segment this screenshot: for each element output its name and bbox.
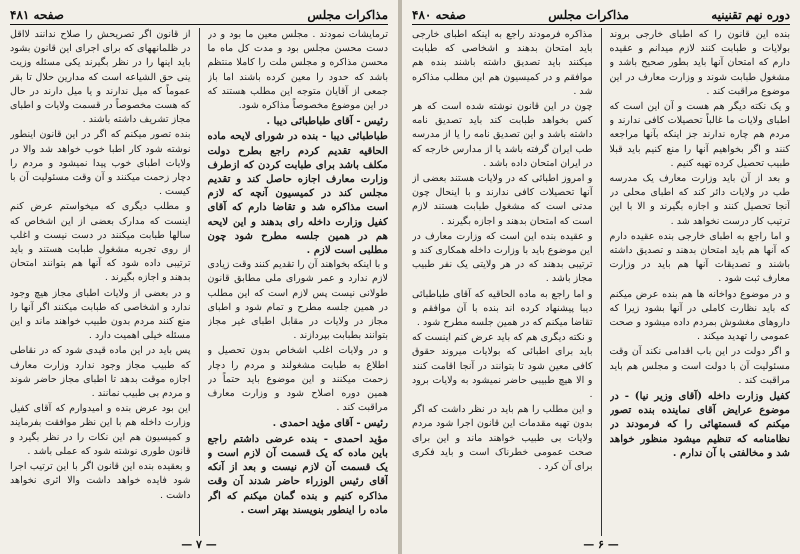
right-page-left-column bbox=[412, 28, 593, 536]
paragraph: و یک نکته دیگر هم هست و آن این است که اطبای ولایات ما غالباً تحصیلات کافی ندارند و مردم هم چاره ندارند جز اینکه بآنها مراجعه کنند و اگر بخواهیم آنها را منع کنیم باید قبلا طبیب تحصیل کرده تهیه کنیم . bbox=[609, 101, 790, 169]
right-page-columns bbox=[412, 28, 790, 536]
paragraph: مذاکره فرمودند راجع به اینکه اطبای خارجی باید امتحان بدهند و اشخاصی که طبابت میکنند باید تصدیق داشته باشند بنده هم موافقم و در کمیسیون هم این مطلب مذاکره شد . bbox=[412, 29, 593, 97]
paragraph: و این مطلب را هم باید در نظر داشت که اگر بدون تهیه مقدمات این قانون اجرا شود مردم ولایات بی طبیب خواهند ماند و این برای صحت عمومی خطرناک است و باید فکری برای آن کرد . bbox=[412, 404, 593, 473]
paragraph: و در ولایات اغلب اشخاص بدون تحصیل و اطلاع به طبابت مشغولند و مردم را دچار زحمت میکنند و این موضوع باید حتماً در همین دوره اصلاح شود و وزارت معارف مراقبت کند . bbox=[207, 345, 388, 414]
paragraph: بنده این قانون را که اطبای خارجی بروند بولایات و طبابت کنند لازم میدانم و عقیده دارم که امتحان آنها باید بطور صحیح باشد و مشغول طبابت شوند و وزارت معارف در این موضوع مراقبت کند . bbox=[609, 29, 790, 97]
right-header-title: مذاکرات مجلس bbox=[548, 8, 629, 22]
paragraph: و مطلب دیگری که میخواستم عرض کنم اینست که مدارک بعضی از این اشخاص که سالها طبابت میکنند در دست نیست و اغلب از روی تجربه مشغول طبابت هستند و باید ترتیبی داده شود که آنها هم بتوانند امتحان بدهند و اجازه بگیرند . bbox=[10, 201, 191, 284]
paragraph: رئیس - آقای طباطبائی دیبا . bbox=[266, 115, 388, 128]
right-page-number: ۶ bbox=[598, 538, 604, 551]
left-page-header bbox=[10, 6, 388, 25]
right-page-footer: — ۶ — bbox=[583, 538, 619, 551]
paragraph: و امروز اطبائی که در ولایات هستند بعضی از آنها تحصیلات کافی ندارند و با اینحال چون مدتی است که مشغول طبابت هستند لازم است که امتحان بدهند و اجازه بگیرند . bbox=[412, 173, 593, 227]
right-header-page-number: صفحه ۴۸۰ bbox=[412, 8, 466, 22]
right-page-right-column bbox=[610, 28, 791, 536]
left-header-page-number: صفحه ۴۸۱ bbox=[10, 8, 64, 22]
left-page-footer: — ۷ — bbox=[181, 538, 217, 551]
right-page bbox=[402, 0, 800, 554]
left-page-columns bbox=[10, 28, 388, 536]
paragraph: و عقیده بنده این است که وزارت معارف در این موضوع باید با وزارت داخله همکاری کند و ترتیبی بدهند که در هر ولایتی یک نفر طبیب مجاز باشد . bbox=[412, 230, 593, 285]
paragraph: و بعد از آن باید وزارت معارف یک مدرسه طب در ولایات دائر کند که اطبای محلی در آنجا تحصیل کنند و اجازه بگیرند و الا با این ترتیب کار درست نخواهد شد . bbox=[609, 173, 790, 227]
paragraph: رئیس - آقای مؤید احمدی . bbox=[272, 417, 388, 430]
left-header-title: مذاکرات مجلس bbox=[307, 8, 388, 22]
paragraph: و با اینکه بخواهند آن را تقدیم کنند وقت زیادی لازم ندارد و عمر شورای ملی مطابق قانون طولانی نیست پس لازم است که این مطلب در همین جلسه مطرح و تمام شود و اطبای مجاز در ولایات در مقابل اطبای غیر مجاز بتوانند بطبابت بپردازند . bbox=[207, 259, 388, 342]
paragraph: از قانون اگر تصریحش را صلاح ندانند لااقل در ظلمانههای که برای اجرای این قانون بشود باید اینها را در نظر بگیرند یکی مسئله وزیت ینی حق الشیاعه است که مدارین حلال تا بقر عموماً که میل ندارند و یا میل دارند در حال که هست مخصوصاً در قسمت ولایات و اطبای مجاز تشریف داشته باشند . bbox=[10, 29, 191, 126]
paragraph: و اما راجع به اطبای خارجی بنده عقیده دارم که آنها هم باید امتحان بدهند و تصدیق داشته باشند و تصدیقات آنها هم باید در وزارت معارف ثبت شود . bbox=[609, 230, 790, 285]
paragraph: کفیل وزارت داخله (آقای وزیر نیا) - در موضوع عرایض آقای نماینده بنده تصور میکنم که قسمتهائی را که فرمودند در نظامنامه که تنظیم میشود منظور خواهد شد و مخالفتی با آن ندارم . bbox=[609, 390, 790, 459]
paragraph: پس باید در این ماده قیدی شود که در نقاطی که طبیب مجاز وجود ندارد وزارت معارف اجازه موقت بدهد تا اطبای مجاز حاضر شوند و مردم بی طبیب نمانند . bbox=[10, 345, 191, 400]
paragraph: این بود عرض بنده و امیدوارم که آقای کفیل وزارت داخله هم با این نظر موافقت بفرمایند و کمیسیون هم این نکات را در نظر بگیرد و قانون طوری نوشته شود که عملی باشد . bbox=[10, 403, 191, 457]
paragraph: و در بعضی از ولایات اطبای مجاز هیچ وجود ندارد و اشخاصی که طبابت میکنند اگر آنها را منع کنند مردم بدون طبیب خواهند ماند و این مسئله خیلی اهمیت دارد . bbox=[10, 287, 191, 342]
column-divider bbox=[601, 28, 602, 536]
left-page-right-column bbox=[208, 28, 389, 536]
left-page-left-column bbox=[10, 28, 191, 536]
paragraph: طباطبائی دیبا - بنده در شورای لایحه ماده الحاقیه تقدیم کردم راجع بطرح دولت مکلف باشد برای طبابت کردن که ازطرف وزارت معارف اجازه حاصل کند و تقدیم مجلس کند در کمیسیون آنچه که لازم است مذاکره شد و تقاضا دارم که آقای کفیل وزارت داخله رای بدهند و این لایحه هم در همین جلسه مطرح شود چون مطلبی است لازم . bbox=[207, 130, 388, 257]
paragraph: بنده تصور میکنم که اگر در این قانون اینطور نوشته شود کار اطبا خوب خواهد شد والا در ولایات اطبای خوب پیدا نمیشود و مردم را دچار زحمت میکنند و آن وقت مسئولیت آن با کیست . bbox=[10, 129, 191, 198]
column-divider bbox=[199, 28, 200, 536]
paragraph: و در موضوع دواخانه ها هم بنده عرض میکنم که باید نظارت کاملی در آنها بشود زیرا که داروهای مغشوش بمردم داده میشود و صحت عمومی را تهدید میکند . bbox=[609, 288, 790, 343]
paragraph: چون در این قانون نوشته شده است که هر کس بخواهد طبابت کند باید تصدیق نامه داشته باشد و این تصدیق نامه را یا از مدرسه طب ایران گرفته باشد یا از مدارس خارجه که در ایران امتحان داده باشد . bbox=[412, 101, 593, 169]
left-page bbox=[0, 0, 398, 554]
paragraph: و اگر دولت در این باب اقدامی نکند آن وقت مسئولیت آن با دولت است و مجلس هم باید مراقبت کند . bbox=[609, 346, 790, 386]
paragraph: و نکته دیگری هم که باید عرض کنم اینست که باید برای اطبائی که بولایات میروند حقوق کافی معین شود تا بتوانند در آنجا اقامت کنند و الا هیچ طبیبی حاضر نمیشود به ولایات برود . bbox=[412, 332, 593, 401]
paragraph: و اما راجع به ماده الحاقیه که آقای طباطبائی دیبا پیشنهاد کرده اند بنده با آن موافقم و تقاضا میکنم که در همین جلسه مطرح شود . bbox=[412, 288, 593, 329]
right-page-header bbox=[412, 6, 790, 25]
paragraph: مؤید احمدی - بنده عرضی داشتم راجع باین ماده که یک قسمت آن لازم است و یک قسمت آن لازم نیست و بعد از آنکه آقای رئیس الوزراء حاضر شدند آن وقت مذاکره کنیم و بنده گمان میکنم که اگر ماده را اینطور بنویسند بهتر است . bbox=[207, 432, 388, 516]
right-header-session: دوره نهم تقنینیه bbox=[711, 8, 790, 22]
left-page-number: ۷ bbox=[196, 538, 202, 551]
paragraph: ترمایشات نمودند . مجلس معین ما بود و در دست محسن مجلس بود و مدت کل ماه ما محسن مذاکره و مجلس ملت را کاملا منتظم باشد که حدود را معین کرده باشند اما باز جمعی از آقایان متوجه این مطلب هستند که در این موضوع مخصوصاً مذاکره شود. bbox=[207, 29, 388, 112]
paragraph: و بعقیده بنده این قانون اگر با این ترتیب اجرا شود فایده خواهد داشت والا اثری نخواهد داشت . bbox=[10, 461, 191, 501]
